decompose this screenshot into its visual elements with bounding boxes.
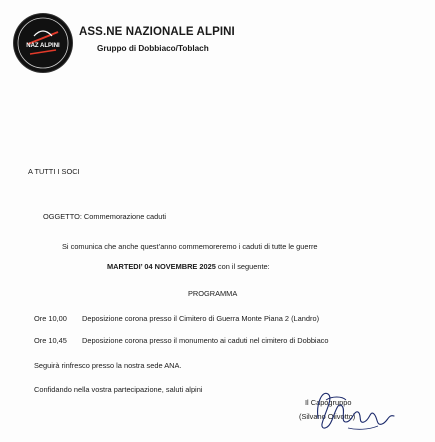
recipient-line: A TUTTI I SOCI xyxy=(28,167,80,176)
alpini-logo xyxy=(14,14,72,72)
svg-text:NAZ ALPINI: NAZ ALPINI xyxy=(26,43,60,49)
association-title: ASS.NE NAZIONALE ALPINI xyxy=(79,26,235,38)
subject-line: OGGETTO: Commemorazione caduti xyxy=(43,212,167,221)
closing-line: Confidando nella vostra partecipazione, saluti alpini xyxy=(34,385,203,394)
program-item-time: Ore 10,45 xyxy=(34,336,67,345)
program-item-text: Deposizione corona presso il monumento ai caduti nel cimitero di Dobbiaco xyxy=(82,336,329,345)
program-item xyxy=(34,337,329,344)
program-item xyxy=(34,315,319,322)
group-subtitle: Gruppo di Dobbiaco/Toblach xyxy=(97,44,209,53)
program-item-time: Ore 10,00 xyxy=(34,314,67,323)
intro-paragraph: Si comunica che anche quest’anno commemoreremo i caduti di tutte le guerre xyxy=(62,242,318,251)
event-date-suffix: con il seguente: xyxy=(215,262,270,271)
program-heading: PROGRAMMA xyxy=(188,289,238,298)
handwritten-signature xyxy=(312,384,402,434)
event-date-line xyxy=(107,263,270,270)
refreshment-note: Seguirà rinfresco presso la nostra sede ANA. xyxy=(34,361,182,370)
event-date: MARTEDI’ 04 NOVEMBRE 2025 xyxy=(107,262,216,271)
signature-name: (Silvano Olivotto) xyxy=(299,412,356,421)
signature-role: Il Capogruppo xyxy=(305,398,352,407)
program-item-text: Deposizione corona presso il Cimitero di Guerra Monte Piana 2 (Landro) xyxy=(82,314,320,323)
